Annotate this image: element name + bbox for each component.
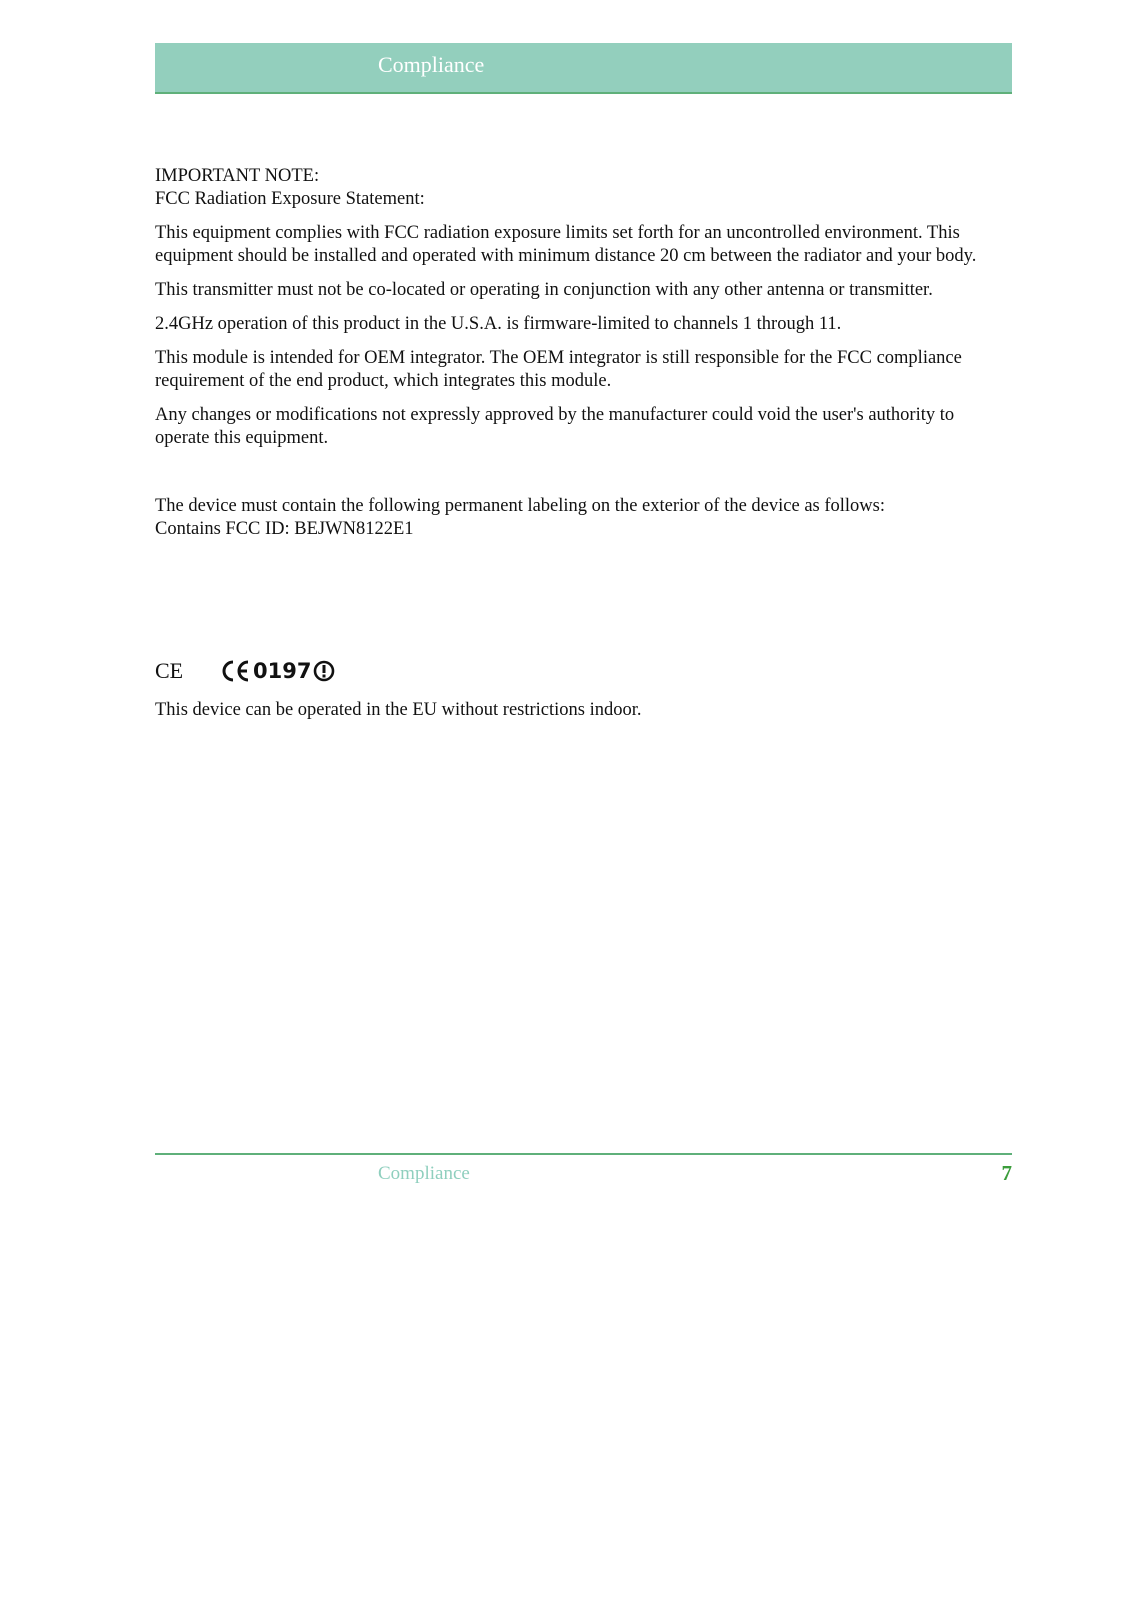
page-number: 7: [1001, 1161, 1012, 1185]
paragraph-co-location: This transmitter must not be co-located or operating in conjunction with any other antenna or transmitter.: [155, 280, 933, 300]
ce-logo-icon: [221, 660, 251, 682]
paragraph-oem-integrator: This module is intended for OEM integrator. The OEM integrator is still responsible for the FCC compliance requirement of the end product, which integrates this module.: [155, 348, 962, 391]
ce-mark-row: [155, 656, 335, 686]
footer-title: Compliance: [378, 1163, 470, 1184]
fcc-id: Contains FCC ID: BEJWN8122E1: [155, 519, 414, 539]
header-bar: [155, 43, 1012, 94]
eu-operation-note: This device can be operated in the EU without restrictions indoor.: [155, 700, 642, 720]
paragraph-modifications: Any changes or modifications not expressly approved by the manufacturer could void the user's authority to operate this equipment.: [155, 405, 955, 448]
statement-title: FCC Radiation Exposure Statement:: [155, 189, 425, 209]
paragraph-channels: 2.4GHz operation of this product in the U.S.A. is firmware-limited to channels 1 through 11.: [155, 314, 842, 334]
alert-circle-icon: [313, 660, 335, 682]
footer-divider: [155, 1153, 1012, 1155]
ce-conformity-mark: [221, 659, 335, 683]
document-body: [155, 165, 1012, 541]
spacer: [155, 461, 1012, 495]
important-note-heading: IMPORTANT NOTE:: [155, 166, 320, 186]
ce-label: CE: [155, 658, 184, 683]
header-title: Compliance: [378, 52, 485, 77]
notified-body-number: 0197: [253, 659, 312, 683]
paragraph-exposure-limits: This equipment complies with FCC radiation exposure limits set forth for an uncontrolled environment. This equipment should be installed and operated with minimum distance 20 cm between the radiator and your body.: [155, 223, 977, 266]
labeling-requirement: The device must contain the following permanent labeling on the exterior of the device as follows:: [155, 496, 886, 516]
